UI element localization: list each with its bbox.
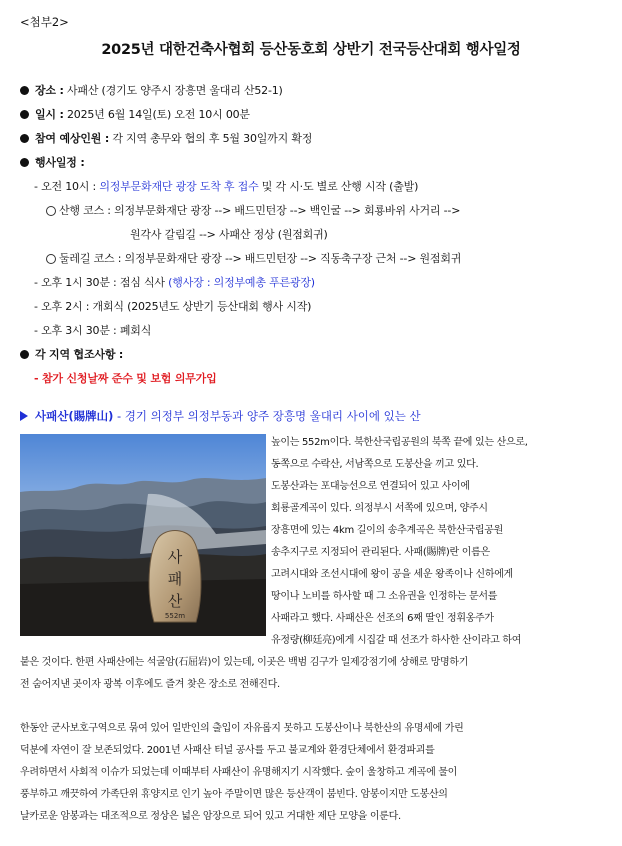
place-value: 사패산 (경기도 양주시 장흥면 울대리 산52-1) xyxy=(66,84,283,97)
schedule-item-4: - 오후 3시 30분 : 폐회식 xyxy=(34,324,152,337)
course-hiking-row xyxy=(46,202,460,218)
circle-bullet-icon xyxy=(46,254,56,264)
side-line: 동쪽으로 수락산, 서남쪽으로 도봉산을 끼고 있다. xyxy=(271,459,479,470)
schedule-item-1 xyxy=(34,178,418,194)
course-trail-row xyxy=(46,250,461,266)
schedule-venue: (행사장 : 의정부예총 푸른광장) xyxy=(168,276,315,289)
para2-line: 우려하면서 사회적 이슈가 되었는데 이때부터 사패산이 유명해지기 시작했다. 숲이 울창하고 계곡에 물이 xyxy=(20,767,458,778)
bullet-icon xyxy=(20,110,29,119)
page-title: 2025년 대한건축사협회 등산동호회 상반기 전국등산대회 행사일정 xyxy=(101,42,521,58)
stone-char-2: 패 xyxy=(167,570,183,588)
participants-value: 각 지역 총무와 협의 후 5월 30일까지 확정 xyxy=(112,132,313,145)
course-hiking-line-2: 원각사 갈림길 --> 사패산 정상 (원점회귀) xyxy=(130,228,328,241)
stone-height: 552m xyxy=(164,612,186,620)
schedule-time-1: - 오전 10시 : xyxy=(34,180,97,193)
side-line: 유정량(柳廷亮)에게 시집갈 때 선조가 하사한 산이라고 하여 xyxy=(271,635,522,646)
cooperation-item: - 참가 신청날짜 준수 및 보험 의무가입 xyxy=(34,372,217,385)
stone-char-1: 사 xyxy=(167,548,183,566)
triangle-bullet-icon xyxy=(20,411,28,421)
schedule-row xyxy=(20,154,85,170)
schedule-start: 및 각 시·도 별로 산행 시작 (출발) xyxy=(261,180,419,193)
side-line: 회룡골계곡이 있다. 의정부시 서쪽에 있으며, 양주시 xyxy=(271,503,488,514)
bullet-icon xyxy=(20,86,29,95)
date-row xyxy=(20,106,250,122)
mountain-photo xyxy=(20,434,266,636)
cooperation-row xyxy=(20,346,123,362)
schedule-item-3: - 오후 2시 : 개회식 (2025년도 상반기 등산대회 행사 시작) xyxy=(34,300,312,313)
bullet-icon xyxy=(20,350,29,359)
para2-line: 덕분에 자연이 잘 보존되었다. 2001년 사패산 터널 공사를 두고 불교계와 환경단체에서 환경파괴를 xyxy=(20,745,435,756)
course-hiking-line-1: 산행 코스 : 의정부문화재단 광장 --> 배드민턴장 --> 백인굴 --> 회룡바위 사거리 --> xyxy=(59,204,461,217)
circle-bullet-icon xyxy=(46,206,56,216)
mountain-photo-illustration xyxy=(20,434,266,636)
para2-line: 한동안 군사보호구역으로 묶여 있어 일반인의 출입이 자유롭지 못하고 도봉산이나 북한산의 유명세에 가린 xyxy=(20,723,464,734)
participants-row xyxy=(20,130,312,146)
course-trail-text: 둘레길 코스 : 의정부문화재단 광장 --> 배드민턴장 --> 직동축구장 근처 --> 원점회귀 xyxy=(59,252,462,265)
schedule-time-2: - 오후 1시 30분 : xyxy=(34,276,117,289)
date-label: 일시 : xyxy=(35,108,64,121)
para2-line: 풍부하고 깨끗하여 가족단위 휴양지로 인기 높아 주말이면 많은 등산객이 붐빈다. 암봉이지만 도봉산의 xyxy=(20,789,448,800)
bullet-icon xyxy=(20,158,29,167)
stone-char-3: 산 xyxy=(167,592,183,610)
place-label: 장소 : xyxy=(35,84,64,97)
side-line: 도봉산과는 포대능선으로 연결되어 있고 사이에 xyxy=(271,481,470,492)
place-row xyxy=(20,82,283,98)
mountain-heading xyxy=(20,408,421,424)
mountain-location: - 경기 의정부 의정부동과 양주 장흥명 울대리 사이에 있는 산 xyxy=(113,409,421,423)
schedule-arrival: 의정부문화재단 광장 도착 후 접수 xyxy=(99,180,259,193)
side-line: 장흥면에 있는 4km 길이의 송추계곡은 북한산국립공원 xyxy=(271,525,503,536)
side-line: 사패라고 했다. 사패산은 선조의 6째 딸인 정휘옹주가 xyxy=(271,613,494,624)
cooperation-label: 각 지역 협조사항 : xyxy=(35,348,124,361)
participants-label: 참여 예상인원 : xyxy=(35,132,110,145)
full-line: 붙은 것이다. 한편 사패산에는 석굴암(石屈岩)이 있는데, 이곳은 백범 김구가 일제강점기에 상해로 망명하기 xyxy=(20,657,469,668)
side-line: 높이는 552m이다. 북한산국립공원의 북쪽 끝에 있는 산으로, xyxy=(271,437,528,448)
date-value: 2025년 6월 14일(토) 오전 10시 00분 xyxy=(66,108,250,121)
schedule-lunch: 점심 식사 xyxy=(119,276,165,289)
attachment-label: <첨부2> xyxy=(20,15,69,29)
side-line: 땅이나 노비를 하사할 때 그 소유권을 인정하는 문서를 xyxy=(271,591,498,602)
para2-line: 날카로운 암봉과는 대조적으로 정상은 넓은 암장으로 되어 있고 거대한 제단 모양을 이룬다. xyxy=(20,811,401,822)
schedule-label: 행사일정 : xyxy=(35,156,85,169)
mountain-name: 사패산(賜牌山) xyxy=(35,409,114,423)
bullet-icon xyxy=(20,134,29,143)
full-line: 전 숨어지낸 곳이자 광복 이후에도 즐겨 찾은 장소로 전해진다. xyxy=(20,679,280,690)
side-line: 송추지구로 지정되어 관리된다. 사패(賜牌)란 이름은 xyxy=(271,547,490,558)
schedule-item-2 xyxy=(34,274,315,290)
side-line: 고려시대와 조선시대에 왕이 공을 세운 왕족이나 신하에게 xyxy=(271,569,513,580)
